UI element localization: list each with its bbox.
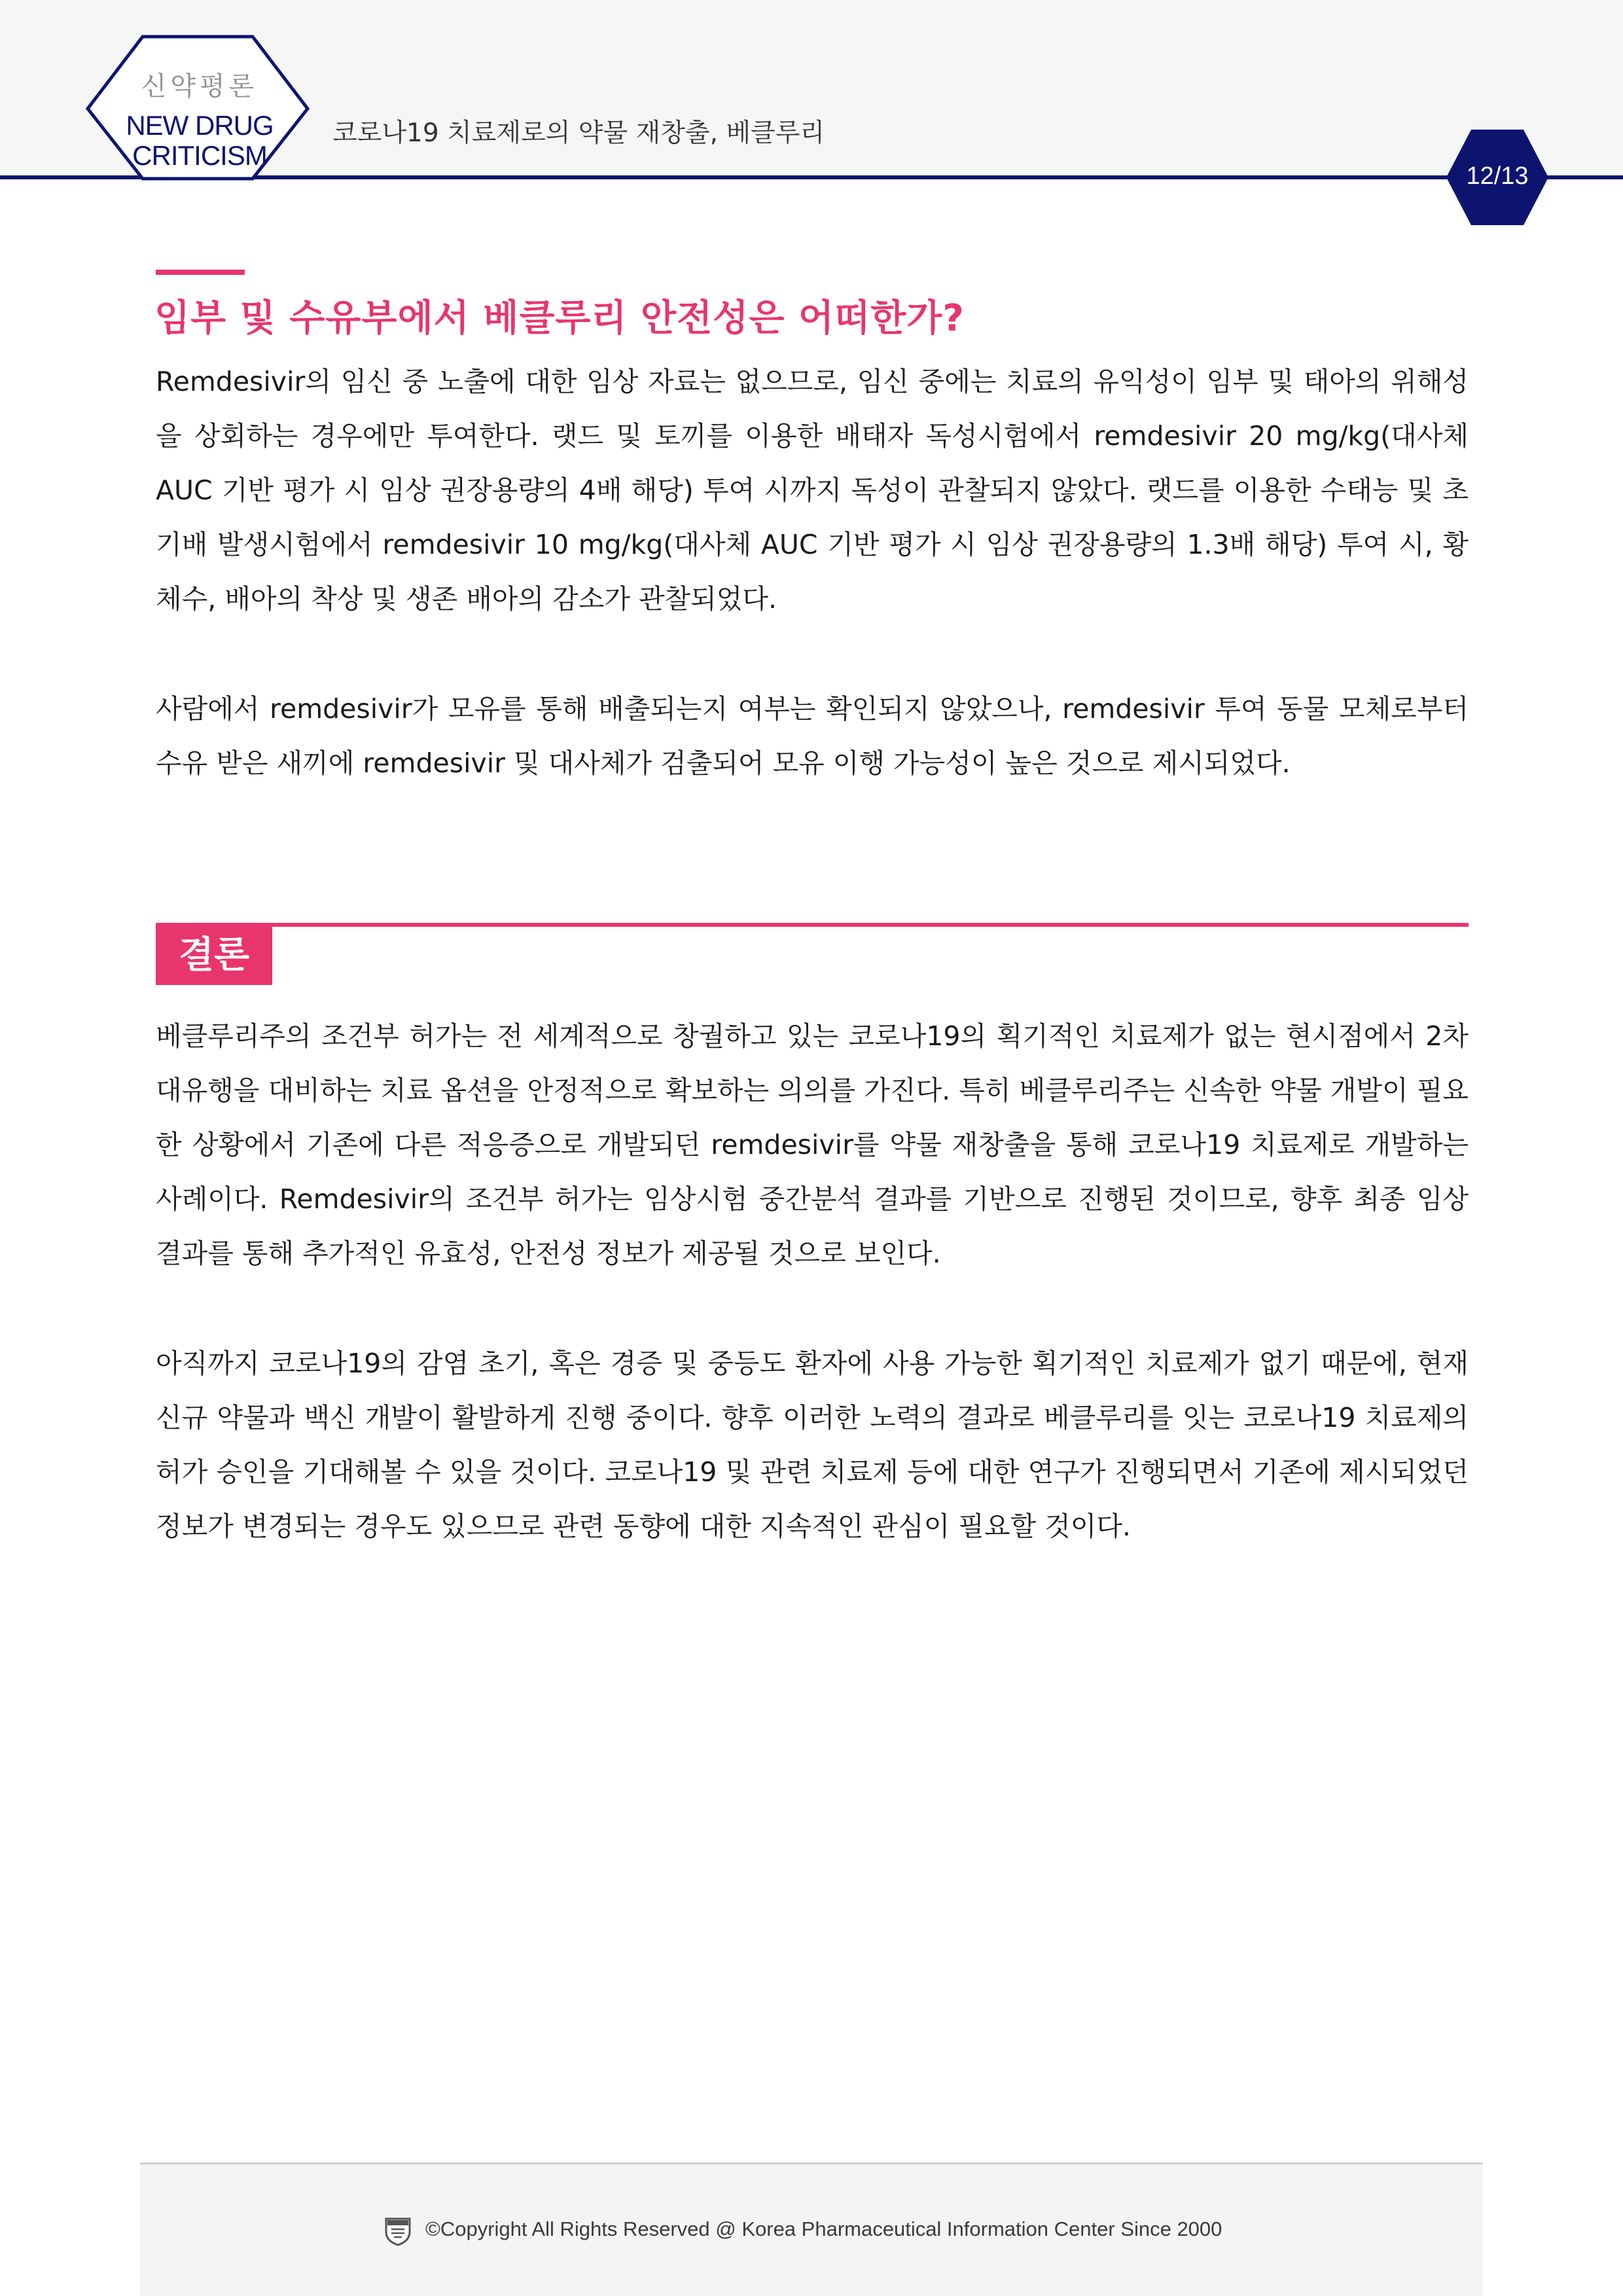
document-title: 코로나19 치료제로의 약물 재창출, 베클루리 — [332, 118, 825, 148]
conclusion-label: 결론 — [178, 934, 250, 977]
conclusion-paragraph-1-block — [156, 1009, 1469, 1281]
section-title-pregnancy: 임부 및 수유부에서 베클루리 안전성은 어떠한가? — [154, 297, 965, 340]
copyright-text: ©Copyright All Rights Reserved @ Korea Pharmaceutical Information Center Since 2000 — [425, 2217, 1222, 2240]
conclusion-paragraph-2: 아직까지 코로나19의 감염 초기, 혹은 경증 및 중등도 환자에 사용 가능한 획기적인 치료제가 없기 때문에, 현재 신규 약물과 백신 개발이 활발하게 진행 중이다. 향후 이러한 노력의 결과로 베클루리를 잇는 코로나19 치료제의 허가 승인을 기대해볼 수 있을 것이다. 코로나19 및 관련 치료제 등에 대한 연구가 진행되면서 기존에 제시되었던 정보가 변경되는 경우도 있으므로 관련 동향에 대한 지속적인 관심이 필요할 것이다. — [156, 1348, 1469, 1542]
logo-english-line2: CRITICISM — [132, 140, 267, 171]
conclusion-paragraph-1: 베클루리주의 조건부 허가는 전 세계적으로 창궐하고 있는 코로나19의 획기적인 치료제가 없는 현시점에서 2차 대유행을 대비하는 치료 옵션을 안정적으로 확보하는 의의를 가진다. 특히 베클루리주는 신속한 약물 개발이 필요한 상황에서 기존에 다른 적응증으로 개발되던 remdesivir를 약물 재창출을 통해 코로나19 치료제로 개발하는 사례이다. Remdesivir의 조건부 허가는 임상시험 중간분석 결과를 기반으로 진행된 것이므로, 향후 최종 임상 결과를 통해 추가적인 유효성, 안전성 정보가 제공될 것으로 보인다. — [156, 1020, 1469, 1269]
page-indicator: 12/13 — [1466, 162, 1529, 190]
logo-english-line1: NEW DRUG — [126, 110, 274, 141]
section-accent-bar — [156, 270, 245, 275]
conclusion-divider — [156, 923, 1469, 927]
logo-korean: 신약평론 — [141, 71, 259, 101]
pregnancy-paragraph-1-block — [156, 355, 1469, 626]
pregnancy-paragraph-1: Remdesivir의 임신 중 노출에 대한 임상 자료는 없으므로, 임신 중에는 치료의 유익성이 임부 및 태아의 위해성을 상회하는 경우에만 투여한다. 랫드 및 토끼를 이용한 배태자 독성시험에서 remdesivir 20 mg/kg(대사체 AUC 기반 평가 시 임상 권장용량의 4배 해당) 투여 시까지 독성이 관찰되지 않았다. 랫드를 이용한 수태능 및 초기배 발생시험에서 remdesivir 10 mg/kg(대사체 AUC 기반 평가 시 임상 권장용량의 1.3배 해당) 투여 시, 황체수, 배아의 착상 및 생존 배아의 감소가 관찰되었다. — [156, 366, 1469, 615]
pregnancy-paragraph-2: 사람에서 remdesivir가 모유를 통해 배출되는지 여부는 확인되지 않았으나, remdesivir 투여 동물 모체로부터 수유 받은 새끼에 remdesivir 및 대사체가 검출되어 모유 이행 가능성이 높은 것으로 제시되었다. — [156, 693, 1469, 779]
pregnancy-paragraph-2-block — [156, 682, 1469, 791]
conclusion-paragraph-2-block — [156, 1336, 1469, 1554]
shield-emblem-icon — [383, 2215, 412, 2246]
